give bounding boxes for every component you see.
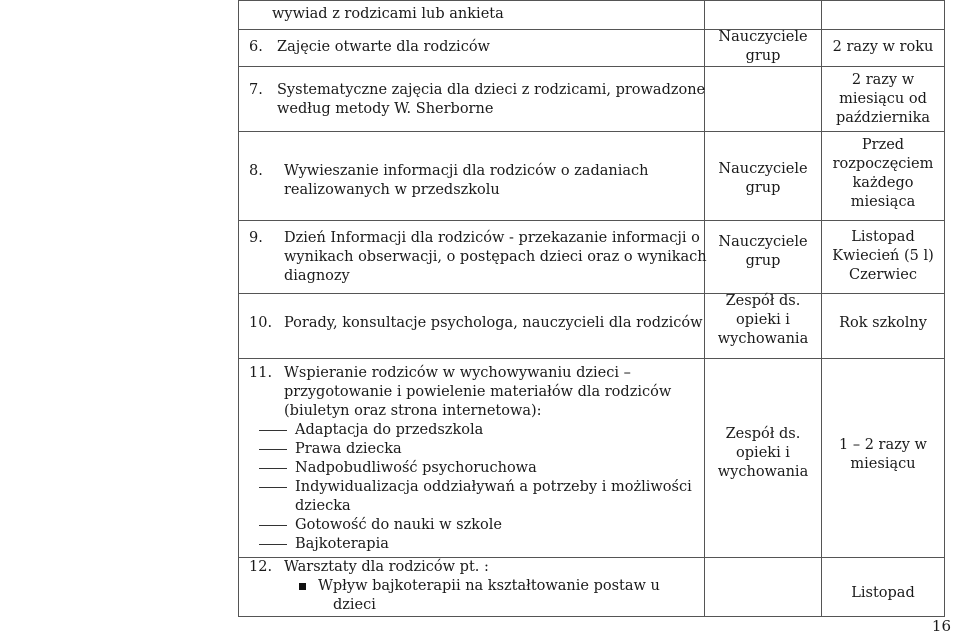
dash-marker	[259, 525, 287, 526]
plan-table	[238, 0, 945, 617]
row-7-when	[822, 67, 945, 132]
row-7-desc	[239, 67, 705, 132]
item-number: 8.	[249, 163, 263, 179]
row-8-desc	[239, 132, 705, 221]
item-text: Wywieszanie informacji dla rodziców o zadaniach	[284, 163, 649, 179]
when-line: miesiącu	[850, 456, 916, 472]
row-6-when	[822, 30, 945, 67]
item-text: realizowanych w przedszkolu	[284, 182, 500, 198]
when-line: Rok szkolny	[839, 315, 927, 331]
when-line: Przed	[861, 137, 905, 153]
item-text: Warsztaty dla rodziców pt. :	[284, 559, 489, 575]
dash-marker	[259, 449, 287, 450]
row-10-desc	[239, 294, 705, 359]
when-line: 2 razy w roku	[832, 39, 934, 55]
when-line: 2 razy w	[851, 72, 915, 88]
bullet-text-continued: dziecka	[295, 498, 351, 514]
row-12-who	[705, 558, 822, 617]
item-text: Wspieranie rodziców w wychowywaniu dzieci –	[284, 365, 631, 381]
who-line: Nauczyciele	[718, 29, 808, 45]
who-line: wychowania	[717, 331, 809, 347]
who-line: Nauczyciele	[718, 161, 808, 177]
who-line: opieki i	[736, 445, 790, 461]
item-text: wynikach obserwacji, o postępach dzieci oraz o wynikach	[284, 249, 707, 265]
row-10-when	[822, 294, 945, 359]
item-text: Porady, konsultacje psychologa, nauczycieli dla rodziców	[284, 315, 703, 331]
who-line: Nauczyciele	[718, 234, 808, 250]
bullet-text: Gotowość do nauki w szkole	[295, 517, 502, 533]
page-number: 16	[931, 617, 951, 635]
when-line: Kwiecień (5 l)	[832, 248, 934, 264]
bullet-text: Indywidualizacja oddziaływań a potrzeby i możliwości	[295, 479, 692, 495]
who-line: grup	[745, 253, 781, 269]
sub-bullet-text: Wpływ bajkoterapii na kształtowanie postaw u	[318, 578, 660, 594]
row-7-who	[705, 67, 822, 132]
dash-marker	[259, 430, 287, 431]
item-text: przygotowanie i powielenie materiałów dla rodziców	[284, 384, 672, 400]
bullet-text: Prawa dziecka	[295, 441, 402, 457]
square-bullet-icon	[299, 583, 306, 590]
dash-marker	[259, 487, 287, 488]
item-number: 10.	[249, 315, 273, 331]
row-9-who	[705, 221, 822, 294]
row-11-who	[705, 359, 822, 558]
row-top-desc	[239, 1, 705, 30]
bullet-item	[259, 459, 537, 478]
who-line: Zespół ds.	[725, 293, 801, 309]
row-9-when	[822, 221, 945, 294]
when-line: Czerwiec	[849, 267, 917, 283]
sub-bullet-text-continued: dzieci	[333, 597, 376, 613]
bullet-text: Nadpobudliwość psychoruchowa	[295, 460, 537, 476]
bullet-item	[259, 421, 483, 440]
bullet-item	[259, 478, 692, 497]
bullet-text: Bajkoterapia	[295, 536, 389, 552]
when-line: rozpoczęciem	[832, 156, 934, 172]
row-8-when	[822, 132, 945, 221]
item-text: (biuletyn oraz strona internetowa):	[284, 403, 542, 419]
item-number: 6.	[249, 39, 263, 55]
when-line: Listopad	[851, 585, 915, 601]
who-line: Zespół ds.	[725, 426, 801, 442]
item-text: według metody W. Sherborne	[277, 101, 494, 117]
bullet-text: Adaptacja do przedszkola	[295, 422, 484, 438]
row-8-who	[705, 132, 822, 221]
who-line: grup	[745, 180, 781, 196]
item-number: 12.	[249, 559, 273, 575]
when-line: 1 – 2 razy w	[839, 437, 927, 453]
when-line: miesiąca	[850, 194, 916, 210]
row-top-who	[705, 1, 822, 30]
row-11-when	[822, 359, 945, 558]
item-text: diagnozy	[284, 268, 350, 284]
bullet-item	[259, 535, 389, 554]
row-12-when	[822, 558, 945, 617]
item-text: Systematyczne zajęcia dla dzieci z rodzicami, prowadzone	[277, 82, 706, 98]
dash-marker	[259, 544, 287, 545]
item-number: 11.	[249, 365, 273, 381]
row-top-when	[822, 1, 945, 30]
when-line: każdego	[852, 175, 914, 191]
when-line: października	[835, 110, 931, 126]
item-number: 7.	[249, 82, 263, 98]
top-row-text: wywiad z rodzicami lub ankieta	[272, 6, 504, 22]
item-text: Zajęcie otwarte dla rodziców	[277, 39, 490, 55]
item-text: Dzień Informacji dla rodziców - przekazanie informacji o	[284, 230, 700, 246]
bullet-item	[259, 516, 502, 535]
row-9-desc	[239, 221, 705, 294]
dash-marker	[259, 468, 287, 469]
when-line: Listopad	[851, 229, 915, 245]
row-6-desc	[239, 30, 705, 67]
who-line: opieki i	[736, 312, 790, 328]
who-line: grup	[745, 48, 781, 64]
row-11-desc	[239, 359, 705, 558]
when-line: miesiącu od	[839, 91, 927, 107]
bullet-item	[259, 440, 402, 459]
who-line: wychowania	[717, 464, 809, 480]
row-6-who	[705, 30, 822, 67]
item-number: 9.	[249, 230, 263, 246]
row-12-desc	[239, 558, 705, 617]
sub-bullet-item	[299, 577, 660, 596]
row-10-who	[705, 294, 822, 359]
